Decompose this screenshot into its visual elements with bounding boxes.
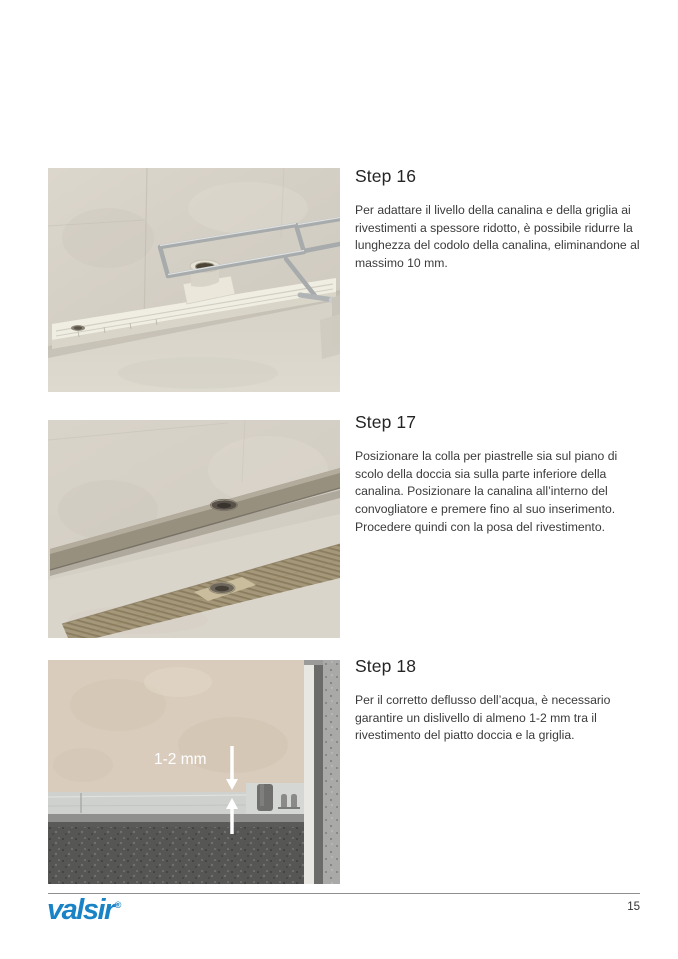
step-17-body: Posizionare la colla per piastrelle sia sul piano di scolo della doccia sia sulla parte inferiore della canalina. Posizionare la canalina all’interno del convogliatore e premere fino al suo inserimento. Procedere quindi con la posa del rivestimento. [355, 449, 618, 534]
step-18-text [355, 656, 645, 745]
page-number: 15 [627, 901, 640, 913]
step-16-title: Step 16 [355, 166, 417, 186]
drain-channel-frame-illustration [48, 168, 340, 392]
gap-cross-section-illustration [48, 660, 340, 884]
gap-measurement-label: 1-2 mm [154, 751, 207, 768]
wall-adhesive-strip [314, 665, 323, 884]
drain-slot [257, 784, 273, 811]
tile-adhesive-illustration [48, 420, 340, 638]
step-17-text [355, 412, 645, 536]
step-18-body: Per il corretto deflusso dell’acqua, è necessario garantire un dislivello di almeno 1-2 mm tra il rivestimento del piatto doccia e la griglia. [355, 693, 611, 743]
step-17-figure [48, 420, 340, 638]
step-16-figure [48, 168, 340, 392]
footer-divider [48, 893, 640, 894]
mortar-band [48, 814, 304, 823]
step-16-body: Per adattare il livello della canalina e della griglia ai rivestimenti a spessore ridotto, è possibile ridurre la lunghezza del codolo della canalina, eliminandone al massimo 10 mm. [355, 203, 640, 271]
step-17-title: Step 17 [355, 412, 417, 432]
registered-mark: ® [114, 900, 122, 911]
grille-slot [281, 794, 287, 809]
wall-profile-strip [304, 665, 314, 884]
valsir-logo-text: valsir [47, 894, 114, 926]
valsir-logo [47, 896, 121, 925]
step-18-figure [48, 660, 340, 884]
step-18-title: Step 18 [355, 656, 417, 676]
step-16-text [355, 166, 645, 273]
grille-slot [291, 794, 297, 809]
